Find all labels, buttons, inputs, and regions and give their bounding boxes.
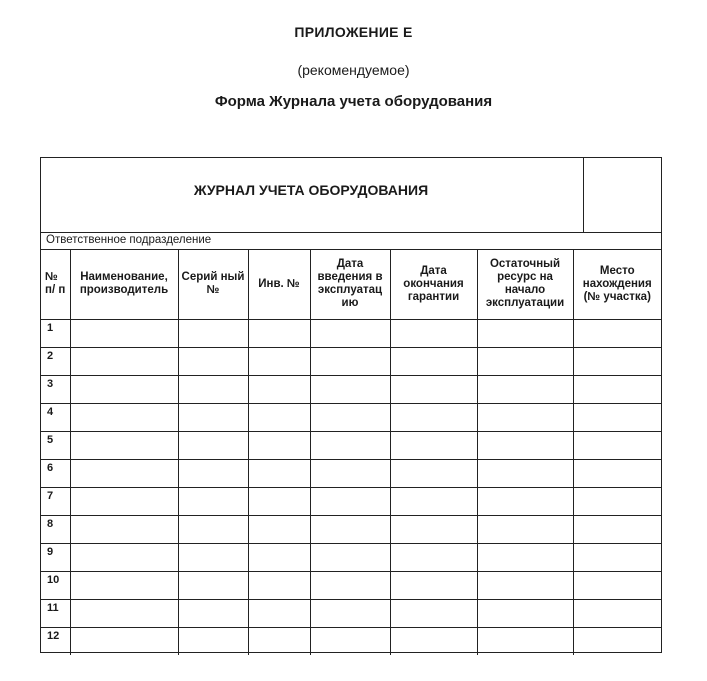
cell-location[interactable] [573,543,661,571]
table-row [41,431,661,459]
cell-location[interactable] [573,319,661,347]
cell-commission-date[interactable] [310,459,390,487]
cell-name[interactable] [70,431,178,459]
cell-name[interactable] [70,375,178,403]
cell-residual-resource[interactable] [477,599,573,627]
table-row [41,515,661,543]
col-header-residual-resource: Остаточный ресурс на начало эксплуатации [477,250,573,319]
appendix-subtitle: (рекомендуемое) [297,62,410,78]
cell-name[interactable] [70,515,178,543]
cell-serial[interactable] [178,459,248,487]
cell-commission-date[interactable] [310,375,390,403]
table-row [41,347,661,375]
cell-location[interactable] [573,431,661,459]
cell-residual-resource[interactable] [477,487,573,515]
table-header-row [41,250,661,319]
cell-warranty-end[interactable] [390,571,477,599]
cell-inventory[interactable] [248,571,310,599]
row-number: 11 [41,599,70,627]
row-number: 2 [41,347,70,375]
row-number: 12 [41,627,70,655]
cell-warranty-end[interactable] [390,347,477,375]
cell-inventory[interactable] [248,627,310,655]
cell-location[interactable] [573,571,661,599]
table-row [41,487,661,515]
cell-serial[interactable] [178,571,248,599]
cell-residual-resource[interactable] [477,459,573,487]
col-header-name: Наименование, производитель [70,250,178,319]
cell-inventory[interactable] [248,347,310,375]
cell-name[interactable] [70,403,178,431]
cell-residual-resource[interactable] [477,543,573,571]
cell-name[interactable] [70,627,178,655]
cell-location[interactable] [573,627,661,655]
cell-warranty-end[interactable] [390,515,477,543]
cell-inventory[interactable] [248,431,310,459]
cell-serial[interactable] [178,347,248,375]
cell-commission-date[interactable] [310,543,390,571]
cell-commission-date[interactable] [310,571,390,599]
cell-inventory[interactable] [248,403,310,431]
table-row [41,599,661,627]
row-number: 10 [41,571,70,599]
table-row [41,375,661,403]
header-divider [583,158,584,232]
cell-warranty-end[interactable] [390,403,477,431]
cell-location[interactable] [573,459,661,487]
cell-name[interactable] [70,487,178,515]
cell-name[interactable] [70,599,178,627]
table-row [41,571,661,599]
cell-warranty-end[interactable] [390,627,477,655]
cell-name[interactable] [70,319,178,347]
cell-serial[interactable] [178,431,248,459]
col-header-serial: Серий ный № [178,250,248,319]
appendix-title: ПРИЛОЖЕНИЕ Е [294,24,413,40]
cell-residual-resource[interactable] [477,319,573,347]
col-header-warranty-end: Дата окончания гарантии [390,250,477,319]
cell-serial[interactable] [178,515,248,543]
cell-serial[interactable] [178,319,248,347]
cell-serial[interactable] [178,543,248,571]
cell-location[interactable] [573,599,661,627]
cell-residual-resource[interactable] [477,375,573,403]
row-number: 1 [41,319,70,347]
col-header-commission-date: Дата введения в эксплуатац ию [310,250,390,319]
cell-commission-date[interactable] [310,431,390,459]
cell-serial[interactable] [178,403,248,431]
cell-serial[interactable] [178,375,248,403]
journal-title: ЖУРНАЛ УЧЕТА ОБОРУДОВАНИЯ [193,182,429,198]
cell-serial[interactable] [178,599,248,627]
cell-location[interactable] [573,375,661,403]
journal-form [40,157,662,653]
cell-location[interactable] [573,515,661,543]
col-header-inventory: Инв. № [248,250,310,319]
cell-residual-resource[interactable] [477,571,573,599]
cell-warranty-end[interactable] [390,599,477,627]
row-number: 7 [41,487,70,515]
cell-commission-date[interactable] [310,319,390,347]
col-header-number: № п/ п [41,250,70,319]
equipment-table [41,250,661,655]
row-number: 4 [41,403,70,431]
cell-inventory[interactable] [248,375,310,403]
cell-residual-resource[interactable] [477,347,573,375]
department-row [41,232,661,250]
cell-warranty-end[interactable] [390,487,477,515]
cell-location[interactable] [573,347,661,375]
cell-commission-date[interactable] [310,599,390,627]
table-row [41,403,661,431]
cell-warranty-end[interactable] [390,319,477,347]
cell-inventory[interactable] [248,543,310,571]
cell-warranty-end[interactable] [390,459,477,487]
cell-serial[interactable] [178,627,248,655]
table-row [41,459,661,487]
cell-commission-date[interactable] [310,347,390,375]
cell-inventory[interactable] [248,515,310,543]
cell-residual-resource[interactable] [477,403,573,431]
cell-inventory[interactable] [248,319,310,347]
row-number: 8 [41,515,70,543]
cell-inventory[interactable] [248,459,310,487]
table-row [41,319,661,347]
cell-serial[interactable] [178,487,248,515]
cell-warranty-end[interactable] [390,543,477,571]
cell-commission-date[interactable] [310,487,390,515]
row-number: 6 [41,459,70,487]
cell-inventory[interactable] [248,599,310,627]
cell-name[interactable] [70,459,178,487]
cell-name[interactable] [70,347,178,375]
cell-commission-date[interactable] [310,515,390,543]
row-number: 9 [41,543,70,571]
cell-commission-date[interactable] [310,403,390,431]
form-title: Форма Журнала учета оборудования [214,93,493,110]
cell-inventory[interactable] [248,487,310,515]
row-number: 5 [41,431,70,459]
table-row [41,627,661,655]
col-header-location: Место нахождения (№ участка) [573,250,661,319]
row-number: 3 [41,375,70,403]
journal-header [41,158,661,233]
cell-residual-resource[interactable] [477,515,573,543]
cell-warranty-end[interactable] [390,431,477,459]
cell-name[interactable] [70,543,178,571]
cell-commission-date[interactable] [310,627,390,655]
cell-warranty-end[interactable] [390,375,477,403]
department-label: Ответственное подразделение [46,234,212,246]
cell-residual-resource[interactable] [477,627,573,655]
cell-location[interactable] [573,403,661,431]
cell-name[interactable] [70,571,178,599]
cell-residual-resource[interactable] [477,431,573,459]
table-row [41,543,661,571]
cell-location[interactable] [573,487,661,515]
